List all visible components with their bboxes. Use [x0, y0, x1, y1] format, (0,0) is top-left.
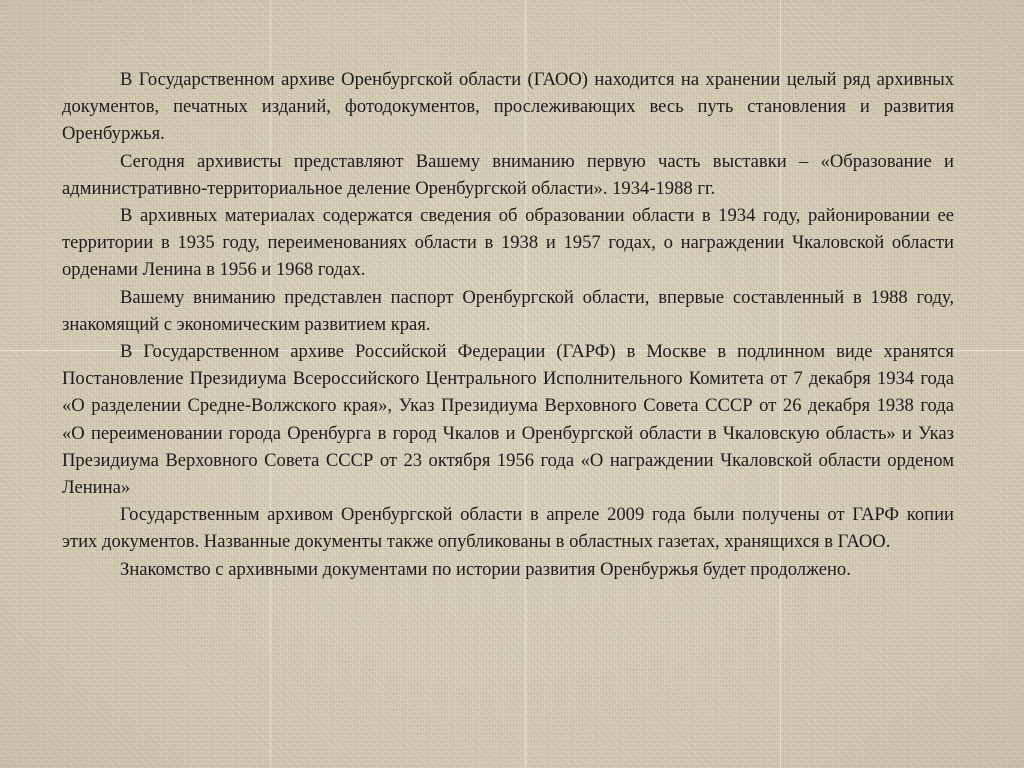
paragraph-exhibition: Сегодня архивисты представляют Вашему вниманию первую часть выставки – «Образование и административно-территориальное деление Оренбургской области». 1934-1988 гг.: [62, 150, 954, 199]
paragraph-closing: Знакомство с архивными документами по истории развития Оренбуржья будет продолжено.: [120, 558, 851, 580]
paragraph-garf: В Государственном архиве Российской Федерации (ГАРФ) в Москве в подлинном виде хранятся Постановление Президиума Всероссийского Центрального Исполнительного Комитета от 7 декабря 1934 года «О разделении Средне-Волжского края», Указ Президиума Верховного Совета СССР от 26 декабря 1938 года «О переименовании города Оренбурга в город Чкалов и Оренбургской области в Чкаловскую область» и Указ Президиума Верховного Совета СССР от 23 октября 1956 года «О награждении Чкаловской области орденом Ленина»: [62, 341, 954, 499]
text-body: [62, 66, 954, 583]
paragraph-copies: Государственным архивом Оренбургской области в апреле 2009 года были получены от ГАРФ копии этих документов. Названные документы также опубликованы в областных газетах, хранящихся в ГАОО.: [62, 504, 954, 553]
paragraph-intro: В Государственном архиве Оренбургской области (ГАОО) находится на хранении целый ряд архивных документов, печатных изданий, фотодокументов, прослеживающих весь путь становления и развития Оренбуржья.: [62, 69, 954, 145]
paragraph-materials: В архивных материалах содержатся сведения об образовании области в 1934 году, районировании ее территории в 1935 году, переименованиях области в 1938 и 1957 годах, о награждении Чкаловской области орденами Ленина в 1956 и 1968 годах.: [62, 205, 954, 281]
paragraph-passport: Вашему вниманию представлен паспорт Оренбургской области, впервые составленный в 1988 году, знакомящий с экономическим развитием края.: [62, 286, 954, 335]
